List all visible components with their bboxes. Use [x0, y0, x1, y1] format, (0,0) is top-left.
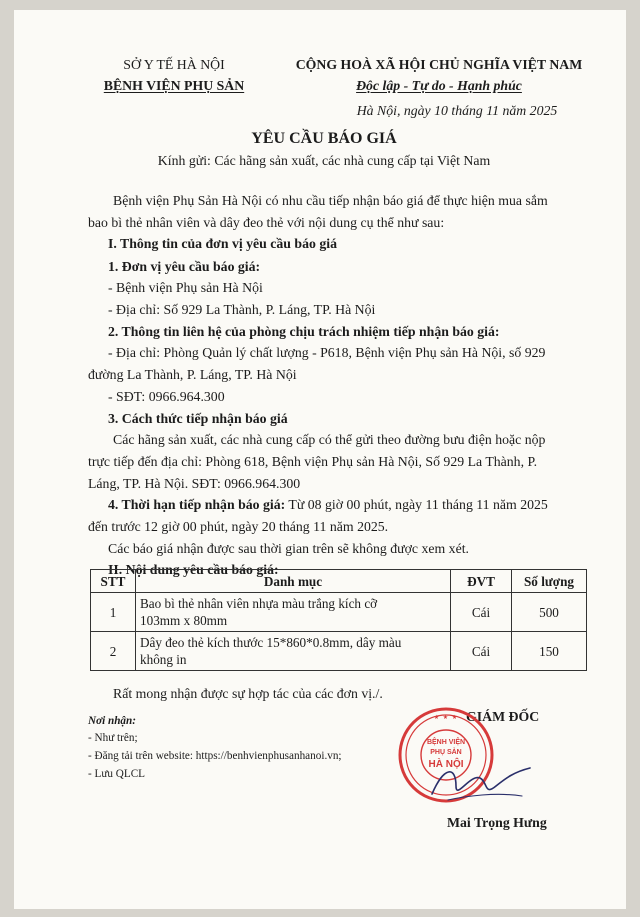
section-1-sub1: 1. Đơn vị yêu cầu báo giá:	[108, 259, 261, 274]
deadline-text: Từ 08 giờ 00 phút, ngày 11 tháng 11 năm 2025	[285, 497, 548, 512]
agency-name: BỆNH VIỆN PHỤ SẢN	[103, 78, 245, 93]
method-line: Láng, TP. Hà Nội. SĐT: 0966.964.300	[88, 476, 301, 491]
contact-phone: - SĐT: 0966.964.300	[108, 389, 225, 404]
section-1-heading: I. Thông tin của đơn vị yêu cầu báo giá	[108, 236, 337, 251]
late-note: Các báo giá nhận được sau thời gian trên sẽ không được xem xét.	[108, 541, 469, 556]
section-2-heading: II. Nội dung yêu cầu báo giá:	[108, 562, 279, 577]
items-table	[90, 569, 587, 671]
signature-icon	[426, 756, 536, 811]
method-line: trực tiếp đến địa chỉ: Phòng 618, Bệnh viện Phụ sản Hà Nội, Số 929 La Thành, P.	[88, 454, 538, 469]
table-row	[91, 632, 587, 671]
document-page	[14, 10, 626, 909]
contact-address: đường La Thành, P. Láng, TP. Hà Nội	[88, 367, 297, 382]
nation-motto: Độc lập - Tự do - Hạnh phúc	[356, 78, 522, 93]
deadline-label: 4. Thời hạn tiếp nhận báo giá:	[108, 497, 286, 512]
svg-text:BỆNH VIỆN: BỆNH VIỆN	[426, 739, 466, 746]
agency-top: SỞ Y TẾ HÀ NỘI	[123, 57, 225, 72]
row-qty: 500	[512, 593, 587, 632]
recipient-item: - Lưu QLCL	[88, 768, 146, 780]
svg-text:★ ★ ★: ★ ★ ★	[433, 715, 459, 721]
recipients-label: Nơi nhận:	[88, 715, 136, 727]
column-header: Danh mục	[136, 570, 451, 593]
intro-line: Bệnh viện Phụ Sản Hà Nội có nhu cầu tiếp nhận báo giá để thực hiện mua sắm	[113, 193, 548, 208]
unit-address: - Địa chỉ: Số 929 La Thành, P. Láng, TP. Hà Nội	[108, 302, 376, 317]
row-item-line: Bao bì thẻ nhân viên nhựa màu trắng kích cỡ	[140, 596, 378, 611]
column-header: Số lượng	[512, 570, 587, 593]
row-stt: 2	[91, 632, 136, 671]
nation-title: CỘNG HOÀ XÃ HỘI CHỦ NGHĨA VIỆT NAM	[295, 57, 583, 72]
document-title: YÊU CẦU BÁO GIÁ	[251, 130, 397, 147]
section-1-sub2: 2. Thông tin liên hệ của phòng chịu trách nhiệm tiếp nhận báo giá:	[108, 324, 500, 339]
recipient-line: Kính gửi: Các hãng sản xuất, các nhà cung cấp tại Việt Nam	[157, 153, 491, 168]
row-item-line: không in	[140, 652, 187, 667]
row-item	[136, 632, 451, 671]
unit-name: - Bệnh viện Phụ sản Hà Nội	[108, 280, 263, 295]
column-header: STT	[91, 570, 136, 593]
row-unit: Cái	[451, 593, 512, 632]
svg-text:PHỤ SẢN: PHỤ SẢN	[430, 749, 462, 756]
table-header-row	[91, 570, 587, 593]
signer-name: Mai Trọng Hưng	[447, 815, 547, 830]
method-line: Các hãng sản xuất, các nhà cung cấp có thể gửi theo đường bưu điện hoặc nộp	[113, 432, 546, 447]
deadline-continued: đến trước 12 giờ 00 phút, ngày 20 tháng 11 năm 2025.	[88, 519, 389, 534]
row-item-line: 103mm x 80mm	[140, 613, 228, 628]
section-1-sub3: 3. Cách thức tiếp nhận báo giá	[108, 411, 288, 426]
deadline-line	[108, 497, 548, 513]
svg-text:HÀ NỘI: HÀ NỘI	[428, 759, 464, 770]
row-item-line: Dây đeo thẻ kích thước 15*860*0.8mm, dây màu	[140, 635, 402, 650]
intro-line: bao bì thẻ nhân viên và dây đeo thẻ với nội dung cụ thể như sau:	[88, 215, 445, 230]
row-unit: Cái	[451, 632, 512, 671]
recipient-item: - Đăng tải trên website: https://benhvienphusanhanoi.vn;	[88, 750, 342, 762]
signer-position: GIÁM ĐỐC	[466, 709, 540, 724]
closing-line: Rất mong nhận được sự hợp tác của các đơn vị./.	[113, 686, 383, 701]
row-item	[136, 593, 451, 632]
place-date: Hà Nội, ngày 10 tháng 11 năm 2025	[356, 103, 558, 118]
recipient-item: - Như trên;	[88, 732, 138, 744]
row-stt: 1	[91, 593, 136, 632]
row-qty: 150	[512, 632, 587, 671]
contact-address: - Địa chỉ: Phòng Quản lý chất lượng - P618, Bệnh viện Phụ sản Hà Nội, số 929	[108, 345, 546, 360]
column-header: ĐVT	[451, 570, 512, 593]
table-row	[91, 593, 587, 632]
